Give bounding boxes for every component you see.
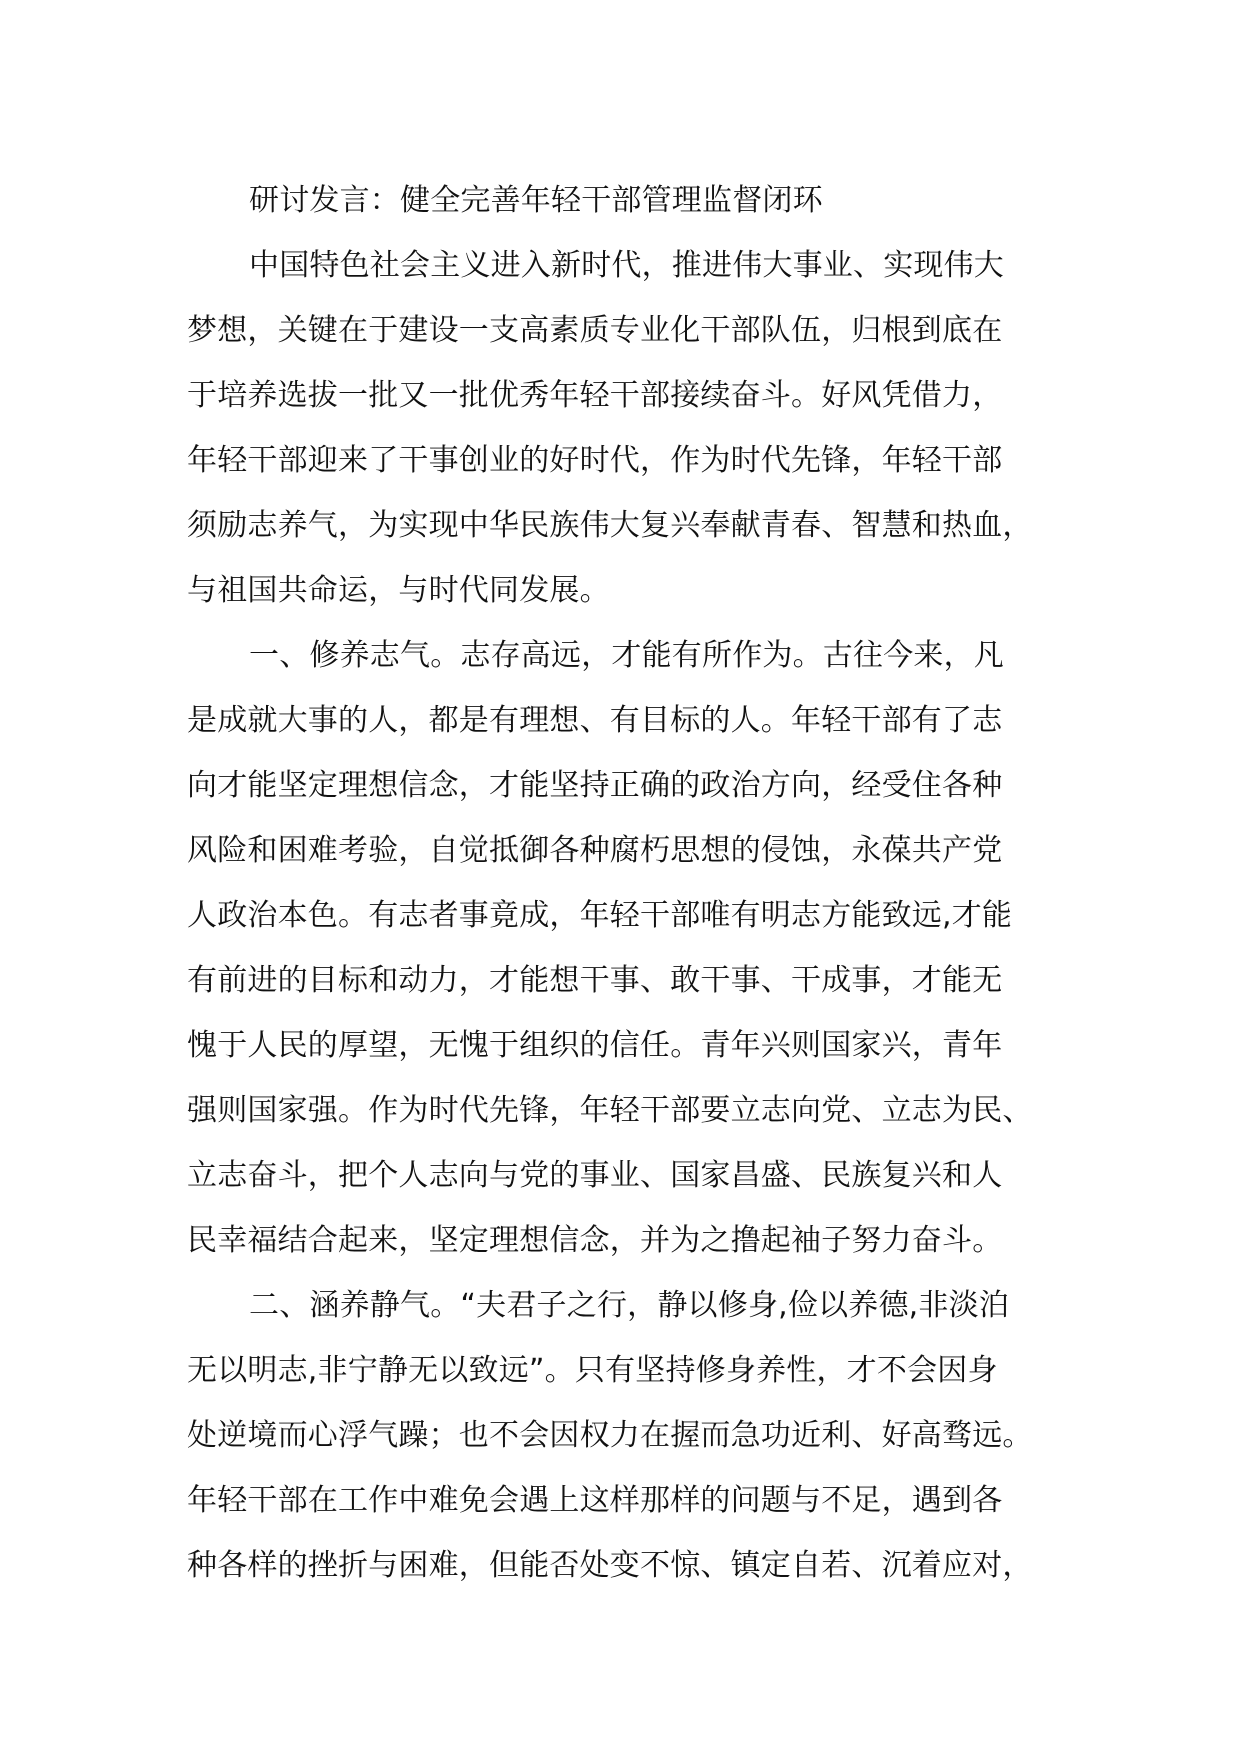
paragraph-1-line-3: 于培养选拔一批又一批优秀年轻干部接续奋斗。好风凭借力， (187, 378, 1003, 413)
paragraph-2-line-2: 是成就大事的人，都是有理想、有目标的人。年轻干部有了志 (187, 703, 1003, 738)
paragraph-2-line-10: 民幸福结合起来，坚定理想信念，并为之撸起袖子努力奋斗。 (187, 1223, 1003, 1258)
paragraph-1-line-2: 梦想，关键在于建设一支高素质专业化干部队伍，归根到底在 (187, 313, 1003, 348)
paragraph-1-line-4: 年轻干部迎来了干事创业的好时代，作为时代先锋，年轻干部 (187, 443, 1003, 478)
paragraph-2-line-4: 风险和困难考验，自觉抵御各种腐朽思想的侵蚀，永葆共产党 (187, 833, 1003, 868)
paragraph-1-line-5: 须励志养气，为实现中华民族伟大复兴奉献青春、智慧和热血， (187, 508, 1033, 543)
paragraph-1-line-1: 中国特色社会主义进入新时代，推进伟大事业、实现伟大 (249, 248, 1004, 283)
document-title: 研讨发言：健全完善年轻干部管理监督闭环 (249, 183, 823, 218)
paragraph-2-line-8: 强则国家强。作为时代先锋，年轻干部要立志向党、立志为民、 (187, 1093, 1033, 1128)
paragraph-2-line-3: 向才能坚定理想信念，才能坚持正确的政治方向，经受住各种 (187, 768, 1003, 803)
paragraph-2-line-9: 立志奋斗，把个人志向与党的事业、国家昌盛、民族复兴和人 (187, 1158, 1003, 1193)
paragraph-3-line-4: 年轻干部在工作中难免会遇上这样那样的问题与不足，遇到各 (187, 1483, 1003, 1518)
paragraph-3-line-3: 处逆境而心浮气躁；也不会因权力在握而急功近利、好高骛远。 (187, 1418, 1033, 1453)
paragraph-1-line-6: 与祖国共命运，与时代同发展。 (187, 573, 610, 608)
paragraph-2-line-5: 人政治本色。有志者事竟成，年轻干部唯有明志方能致远,才能 (187, 898, 1013, 933)
paragraph-3-line-2: 无以明志,非宁静无以致远”。只有坚持修身养性，才不会因身 (187, 1353, 998, 1388)
document-body (187, 168, 1087, 1598)
paragraph-3-line-1: 二、涵养静气。“夫君子之行，静以修身,俭以养德,非淡泊 (249, 1288, 1010, 1323)
paragraph-2-line-1: 一、修养志气。志存高远，才能有所作为。古往今来，凡 (249, 638, 1004, 673)
paragraph-2-line-7: 愧于人民的厚望，无愧于组织的信任。青年兴则国家兴，青年 (187, 1028, 1003, 1063)
paragraph-2-line-6: 有前进的目标和动力，才能想干事、敢干事、干成事，才能无 (187, 963, 1003, 998)
paragraph-3-line-5: 种各样的挫折与困难，但能否处变不惊、镇定自若、沉着应对， (187, 1548, 1033, 1583)
